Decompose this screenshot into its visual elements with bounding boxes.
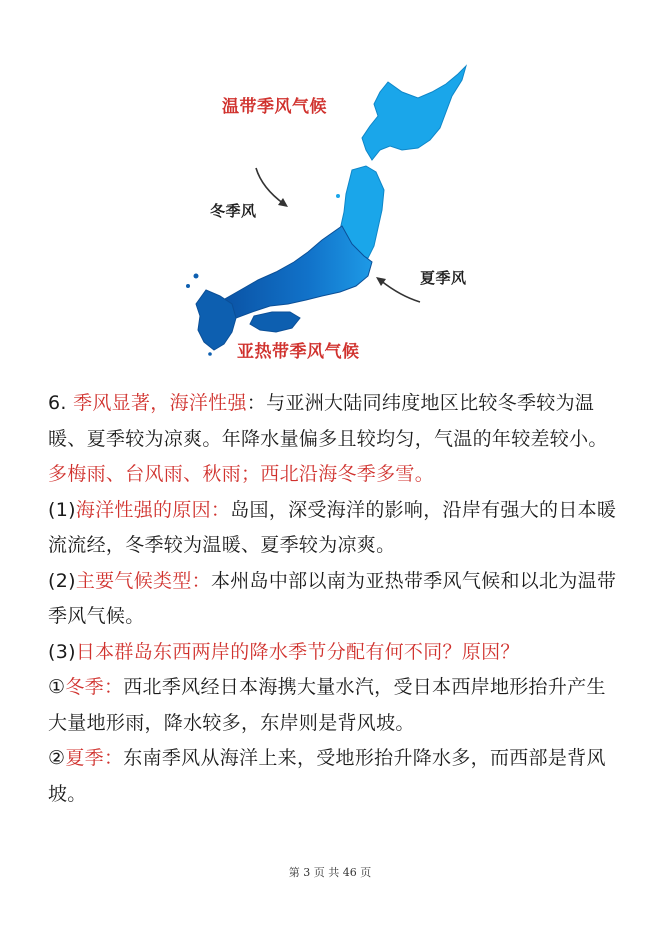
island-dot (194, 274, 199, 279)
point-number: 6. (48, 392, 74, 414)
point-summer (48, 741, 618, 812)
shikoku-region (250, 312, 300, 332)
point-title: 季风显著，海洋性强 (73, 392, 247, 414)
point-number: ② (48, 747, 66, 769)
point-2-climate-types (48, 564, 618, 635)
label-winter-monsoon: 冬季风 (210, 202, 257, 220)
point-body: 西北季风经日本海携大量水汽，受日本西岸地形抬升产生大量地形雨，降水较多，东岸则是背风坡。 (48, 676, 606, 734)
japan-climate-map (0, 0, 660, 370)
summer-monsoon-arrow (380, 280, 420, 302)
point-number: (1) (48, 498, 76, 521)
japan-map-graphic (0, 0, 660, 370)
island-dot (186, 284, 190, 288)
point-body: 岛国，深受海洋的影响，沿岸有强大的日本暖流流经，冬季较为温暖、夏季较为凉爽。 (48, 498, 617, 556)
point-winter (48, 670, 618, 741)
climate-notes (48, 386, 618, 812)
label-temperate-monsoon: 温带季风气候 (222, 97, 327, 117)
hokkaido-region (362, 66, 466, 160)
page-footer: 第 3 页 共 46 页 (288, 866, 372, 879)
point-title: 主要气候类型： (75, 569, 211, 592)
honshu-region (212, 226, 372, 322)
winter-arrow-head (278, 198, 288, 207)
point-number: (3) (48, 640, 76, 663)
point-title: 夏季： (65, 747, 124, 769)
point-body: 本州岛中部以南为亚热带季风气候和以北为温带季风气候。 (48, 569, 617, 627)
winter-monsoon-arrow (256, 168, 284, 204)
label-summer-monsoon: 夏季风 (420, 269, 467, 287)
point-body: 东南季风从海洋上来，受地形抬升降水多，而西部是背风坡。 (48, 747, 606, 805)
point-6 (48, 386, 618, 493)
point-title: 日本群岛东西两岸的降水季节分配有何不同？原因？ (75, 640, 520, 663)
point-body: 与亚洲大陆同纬度地区比较冬季较为温暖、夏季较为凉爽。年降水量偏多且较均匀，气温的年较差较小。 (48, 392, 608, 450)
point-1-ocean-reason (48, 493, 618, 564)
label-subtropical-monsoon: 亚热带季风气候 (237, 342, 360, 362)
summer-arrow-head (376, 277, 386, 286)
point-3-question (48, 635, 618, 671)
point-title: 海洋性强的原因： (75, 498, 231, 521)
island-dot (336, 194, 340, 198)
island-dot (208, 352, 212, 356)
point-number: ① (48, 676, 66, 698)
point-separator: ： (246, 392, 267, 414)
point-highlight: 多梅雨、台风雨、秋雨；西北沿海冬季多雪。 (48, 463, 435, 485)
point-number: (2) (48, 569, 76, 592)
point-title: 冬季： (65, 676, 124, 698)
